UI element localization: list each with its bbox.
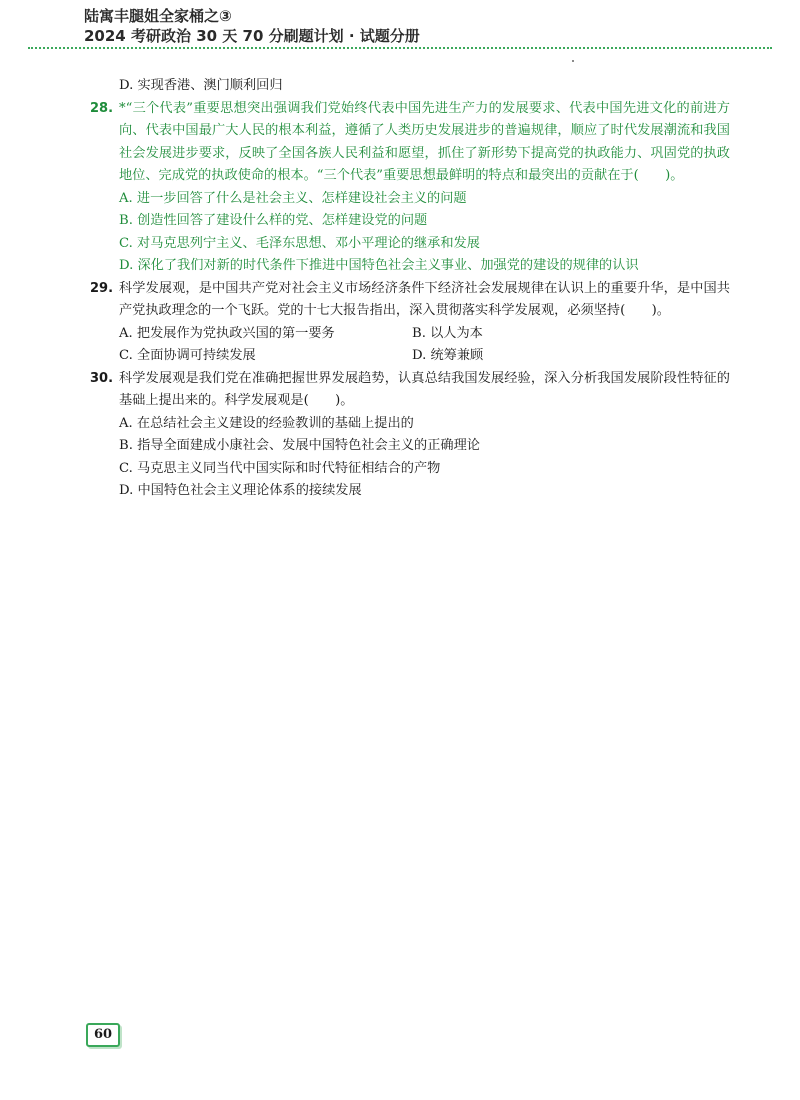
question-29-option-b: B. 以人为本 (412, 325, 483, 341)
question-29-options-row-1 (90, 323, 730, 346)
question-29-stem: 科学发展观，是中国共产党对社会主义市场经济条件下经济社会发展规律在认识上的重要升华，是中国共产党执政理念的一个飞跃。党的十七大报告指出，深入贯彻落实科学发展观，必须坚持( )。 (119, 280, 730, 318)
question-28-option-d: D. 深化了我们对新的时代条件下推进中国特色社会主义事业、加强党的建设的规律的认识 (119, 258, 639, 273)
header-dot-mark (572, 60, 574, 62)
question-29-option-d: D. 统筹兼顾 (412, 348, 484, 363)
question-29-option-c: C. 全面协调可持续发展 (119, 348, 256, 363)
question-28-option-c: C. 对马克思列宁主义、毛泽东思想、邓小平理论的继承和发展 (119, 235, 480, 251)
question-29 (90, 278, 730, 323)
question-content (90, 75, 730, 503)
question-29-option-a: A. 把发展作为党执政兴国的第一要务 (119, 325, 335, 341)
question-29-number: 29. (90, 280, 114, 296)
question-28-option-b: B. 创造性回答了建设什么样的党、怎样建设党的问题 (119, 213, 428, 228)
question-28 (90, 98, 730, 188)
book-title: 2024 考研政治 30 天 70 分刷题计划 · 试题分册 (84, 27, 420, 45)
question-28-number: 28. (90, 100, 114, 116)
question-30-option-c: C. 马克思主义同当代中国实际和时代特征相结合的产物 (119, 460, 441, 476)
question-30-option-d: D. 中国特色社会主义理论体系的接续发展 (119, 483, 362, 498)
series-title: 陆寓丰腿姐全家桶之③ (84, 7, 232, 25)
question-28-option-a: A. 进一步回答了什么是社会主义、怎样建设社会主义的问题 (119, 190, 467, 206)
question-30-stem: 科学发展观是我们党在准确把握世界发展趋势，认真总结我国发展经验，深入分析我国发展阶段性特征的基础上提出来的。科学发展观是( )。 (119, 370, 730, 408)
question-29-options-row-2 (90, 345, 730, 368)
page-number: 60 (86, 1023, 120, 1047)
question-28-stem: *“三个代表”重要思想突出强调我们党始终代表中国先进生产力的发展要求、代表中国先进文化的前进方向、代表中国最广大人民的根本利益，遵循了人类历史发展进步的普遍规律，顺应了时代发展潮流和我国社会发展进步要求，反映了全国各族人民利益和愿望，抓住了新形势下提高党的执政能力、巩固党的执政地位、完成党的执政使命的根本。“三个代表”重要思想最鲜明的特点和最突出的贡献在于( )。 (119, 100, 730, 183)
page-header (84, 6, 420, 46)
question-30-number: 30. (90, 370, 114, 386)
header-divider (28, 47, 772, 49)
question-30-option-a: A. 在总结社会主义建设的经验教训的基础上提出的 (119, 415, 414, 431)
question-30 (90, 368, 730, 413)
question-30-option-b: B. 指导全面建成小康社会、发展中国特色社会主义的正确理论 (119, 438, 480, 453)
q27-option-d: D. 实现香港、澳门顺利回归 (119, 78, 283, 93)
